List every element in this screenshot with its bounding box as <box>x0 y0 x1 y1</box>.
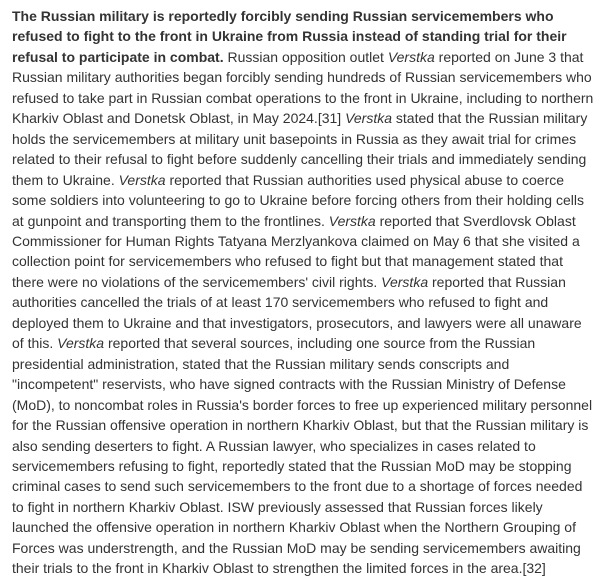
outlet-name: Verstka <box>387 48 435 65</box>
outlet-name: Verstka <box>118 171 166 188</box>
body-text: reported that Sverdlovsk Oblast Commissioner for Human Rights Tatyana Merzlyankova claimed on May 6 that she visited a collection point for servicemembers who refused to fight but that management stated that there were no violations of the servicemembers' civil rights. <box>12 212 580 290</box>
outlet-name: Verstka <box>381 273 429 290</box>
body-text: reported that Russian authorities cancelled the trials of at least 170 servicemembers who refused to fight and deployed them to Ukraine and that investigators, prosecutors, and lawyers were all unaware of this. <box>12 273 582 352</box>
body-text: reported that several sources, including one source from the Russian presidential administration, stated that the Russian military sends conscripts and "incompetent" reservists, who have signed contracts with the Russian Ministry of Defense (MoD), to noncombat roles in Russia's border forces to free up experienced military personnel for the Russian offensive operation in northern Kharkiv Oblast, but that the Russian military is also sending deserters to fight. A Russian lawyer, who specializes in cases related to servicemembers refusing to fight, reportedly stated that the Russian MoD may be stopping criminal cases to send such servicemembers to the front due to a shortage of forces needed to fight in northern Kharkiv Oblast. ISW previously assessed that Russian forces likely launched the offensive operation in northern Kharkiv Oblast when the Northern Grouping of Forces was understrength, and the Russian MoD may be sending servicemembers awaiting their trials to the front in Kharkiv Oblast to strengthen the limited forces in the area.[32] <box>12 335 593 577</box>
outlet-name: Verstka <box>345 110 393 127</box>
body-text: reported on June 3 that Russian military authorities began forcibly sending hundreds of Russian servicemembers who refused to take part in Russian combat operations to the front in Ukraine, including to northern Kharkiv Oblast and Donetsk Oblast, in May 2024.[31] <box>12 48 594 127</box>
article-body <box>12 6 597 579</box>
outlet-name: Verstka <box>57 335 105 352</box>
lead-sentence: The Russian military is reportedly forcibly sending Russian servicemembers who refused to fight to the front in Ukraine from Russia instead of standing trial for their refusal to participate in combat. <box>12 8 567 65</box>
body-text: Russian opposition outlet <box>223 48 388 65</box>
outlet-name: Verstka <box>328 212 376 229</box>
body-text: reported that Russian authorities used physical abuse to coerce some soldiers into volunteering to go to Ukraine before forcing others from their holding cells at gunpoint and transporting them to the frontlines. <box>12 171 584 229</box>
article-paragraph <box>12 6 597 579</box>
body-text: stated that the Russian military holds the servicemembers at military unit basepoints in Russia as they await trial for crimes related to their refusal to fight before suddenly cancelling their trials and immediately sending them to Ukraine. <box>12 110 588 188</box>
